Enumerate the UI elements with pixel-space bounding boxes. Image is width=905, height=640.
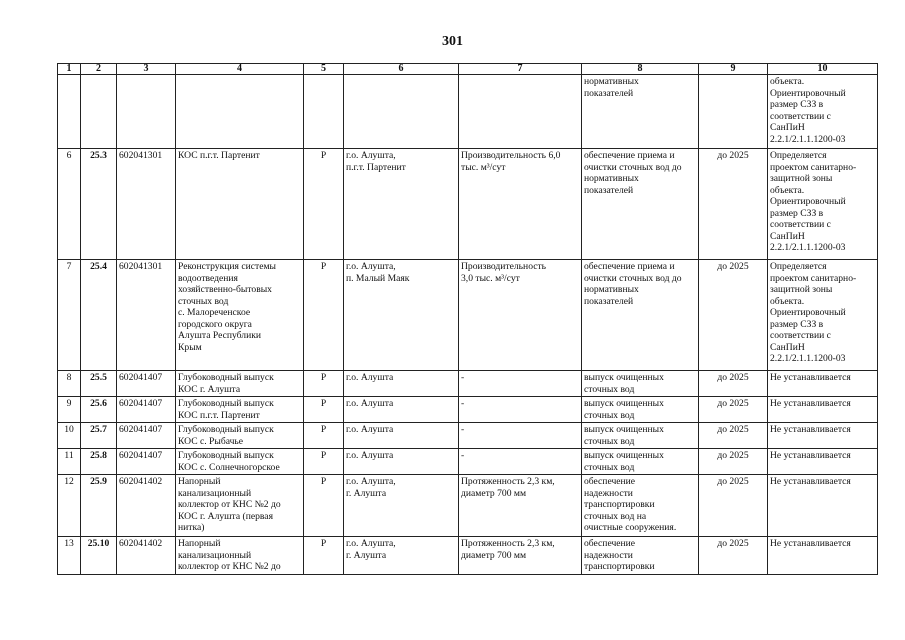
cell-status: Р: [304, 449, 344, 475]
cell-item-number: 25.9: [81, 475, 117, 537]
cell-object-name: КОС п.г.т. Партенит: [176, 149, 304, 260]
col-header: 10: [768, 64, 878, 75]
cell-status: Р: [304, 475, 344, 537]
cell-item-number: 25.8: [81, 449, 117, 475]
col-header: 5: [304, 64, 344, 75]
cell-characteristics: -: [459, 449, 582, 475]
cell-characteristics: -: [459, 371, 582, 397]
col-header: 7: [459, 64, 582, 75]
cell-location: г.о. Алушта: [344, 371, 459, 397]
cell-item-number: 25.10: [81, 537, 117, 575]
cell-object-name: Глубоководный выпуск КОС г. Алушта: [176, 371, 304, 397]
cell-index: 11: [58, 449, 81, 475]
cell-deadline: до 2025: [699, 449, 768, 475]
col-header: 4: [176, 64, 304, 75]
cell-purpose: обеспечение приема и очистки сточных вод до нормативных показателей: [582, 149, 699, 260]
cell-zone: Не устанавливается: [768, 397, 878, 423]
table-row: [58, 75, 878, 149]
cell-purpose: обеспечение приема и очистки сточных вод до нормативных показателей: [582, 260, 699, 371]
cell-purpose: выпуск очищенных сточных вод: [582, 371, 699, 397]
cell-code: 602041301: [117, 260, 176, 371]
col-header: 6: [344, 64, 459, 75]
cell-characteristics: Производительность 6,0 тыс. м³/сут: [459, 149, 582, 260]
cell-deadline: до 2025: [699, 537, 768, 575]
cell-status: Р: [304, 149, 344, 260]
cell-index: 8: [58, 371, 81, 397]
cell-characteristics: -: [459, 397, 582, 423]
cell-purpose: выпуск очищенных сточных вод: [582, 397, 699, 423]
cell-code: 602041407: [117, 423, 176, 449]
cell-object-name: Реконструкция системы водоотведения хозяйственно-бытовых сточных вод с. Малореченское городского округа Алушта Республики Крым: [176, 260, 304, 371]
cell-object-name: [176, 75, 304, 149]
cell-index: 7: [58, 260, 81, 371]
cell-status: Р: [304, 260, 344, 371]
cell-zone: Не устанавливается: [768, 449, 878, 475]
cell-object-name: Глубоководный выпуск КОС п.г.т. Партенит: [176, 397, 304, 423]
cell-status: Р: [304, 397, 344, 423]
cell-item-number: 25.7: [81, 423, 117, 449]
cell-item-number: 25.5: [81, 371, 117, 397]
cell-purpose: выпуск очищенных сточных вод: [582, 449, 699, 475]
cell-status: [304, 75, 344, 149]
cell-location: г.о. Алушта: [344, 449, 459, 475]
cell-code: 602041301: [117, 149, 176, 260]
cell-status: Р: [304, 423, 344, 449]
cell-location: г.о. Алушта, п. Малый Маяк: [344, 260, 459, 371]
cell-zone: Не устанавливается: [768, 475, 878, 537]
cell-index: [58, 75, 81, 149]
cell-purpose: обеспечение надежности транспортировки сточных вод на очистные сооружения.: [582, 475, 699, 537]
table-row: [58, 475, 878, 537]
cell-object-name: Напорный канализационный коллектор от КНС №2 до: [176, 537, 304, 575]
col-header: 8: [582, 64, 699, 75]
cell-purpose: нормативных показателей: [582, 75, 699, 149]
cell-zone: Не устанавливается: [768, 371, 878, 397]
table-row: [58, 371, 878, 397]
cell-zone: Определяется проектом санитарно- защитной зоны объекта. Ориентировочный размер СЗЗ в соответствии с СанПиН 2.2.1/2.1.1.1200-03: [768, 260, 878, 371]
cell-location: г.о. Алушта: [344, 423, 459, 449]
col-header: 2: [81, 64, 117, 75]
page-number: 301: [442, 34, 463, 49]
table-row: [58, 149, 878, 260]
cell-code: 602041402: [117, 537, 176, 575]
cell-status: Р: [304, 371, 344, 397]
cell-zone: Не устанавливается: [768, 537, 878, 575]
cell-index: 6: [58, 149, 81, 260]
cell-code: 602041402: [117, 475, 176, 537]
cell-characteristics: Производительность 3,0 тыс. м³/сут: [459, 260, 582, 371]
cell-location: г.о. Алушта, п.г.т. Партенит: [344, 149, 459, 260]
cell-deadline: до 2025: [699, 397, 768, 423]
col-header: 9: [699, 64, 768, 75]
table-row: [58, 423, 878, 449]
col-header: 3: [117, 64, 176, 75]
cell-status: Р: [304, 537, 344, 575]
cell-characteristics: [459, 75, 582, 149]
cell-location: г.о. Алушта: [344, 397, 459, 423]
col-header: 1: [58, 64, 81, 75]
cell-code: [117, 75, 176, 149]
cell-deadline: до 2025: [699, 475, 768, 537]
cell-object-name: Глубоководный выпуск КОС с. Солнечногорское: [176, 449, 304, 475]
table-row: [58, 260, 878, 371]
cell-zone: Не устанавливается: [768, 423, 878, 449]
objects-table: [57, 63, 878, 575]
cell-index: 12: [58, 475, 81, 537]
cell-index: 13: [58, 537, 81, 575]
table-row: [58, 537, 878, 575]
cell-object-name: Напорный канализационный коллектор от КНС №2 до КОС г. Алушта (первая нитка): [176, 475, 304, 537]
cell-zone: Определяется проектом санитарно- защитной зоны объекта. Ориентировочный размер СЗЗ в соответствии с СанПиН 2.2.1/2.1.1.1200-03: [768, 149, 878, 260]
cell-zone: объекта. Ориентировочный размер СЗЗ в соответствии с СанПиН 2.2.1/2.1.1.1200-03: [768, 75, 878, 149]
cell-index: 10: [58, 423, 81, 449]
table-row: [58, 449, 878, 475]
cell-characteristics: Протяженность 2,3 км, диаметр 700 мм: [459, 537, 582, 575]
cell-deadline: до 2025: [699, 371, 768, 397]
table-row: [58, 397, 878, 423]
cell-deadline: [699, 75, 768, 149]
cell-deadline: до 2025: [699, 260, 768, 371]
cell-code: 602041407: [117, 371, 176, 397]
cell-item-number: [81, 75, 117, 149]
cell-purpose: обеспечение надежности транспортировки: [582, 537, 699, 575]
cell-code: 602041407: [117, 449, 176, 475]
cell-location: [344, 75, 459, 149]
cell-item-number: 25.3: [81, 149, 117, 260]
cell-location: г.о. Алушта, г. Алушта: [344, 475, 459, 537]
cell-characteristics: -: [459, 423, 582, 449]
cell-object-name: Глубоководный выпуск КОС с. Рыбачье: [176, 423, 304, 449]
cell-deadline: до 2025: [699, 423, 768, 449]
header-row: [58, 64, 878, 75]
cell-characteristics: Протяженность 2,3 км, диаметр 700 мм: [459, 475, 582, 537]
cell-item-number: 25.6: [81, 397, 117, 423]
cell-deadline: до 2025: [699, 149, 768, 260]
cell-purpose: выпуск очищенных сточных вод: [582, 423, 699, 449]
cell-code: 602041407: [117, 397, 176, 423]
cell-index: 9: [58, 397, 81, 423]
cell-location: г.о. Алушта, г. Алушта: [344, 537, 459, 575]
cell-item-number: 25.4: [81, 260, 117, 371]
